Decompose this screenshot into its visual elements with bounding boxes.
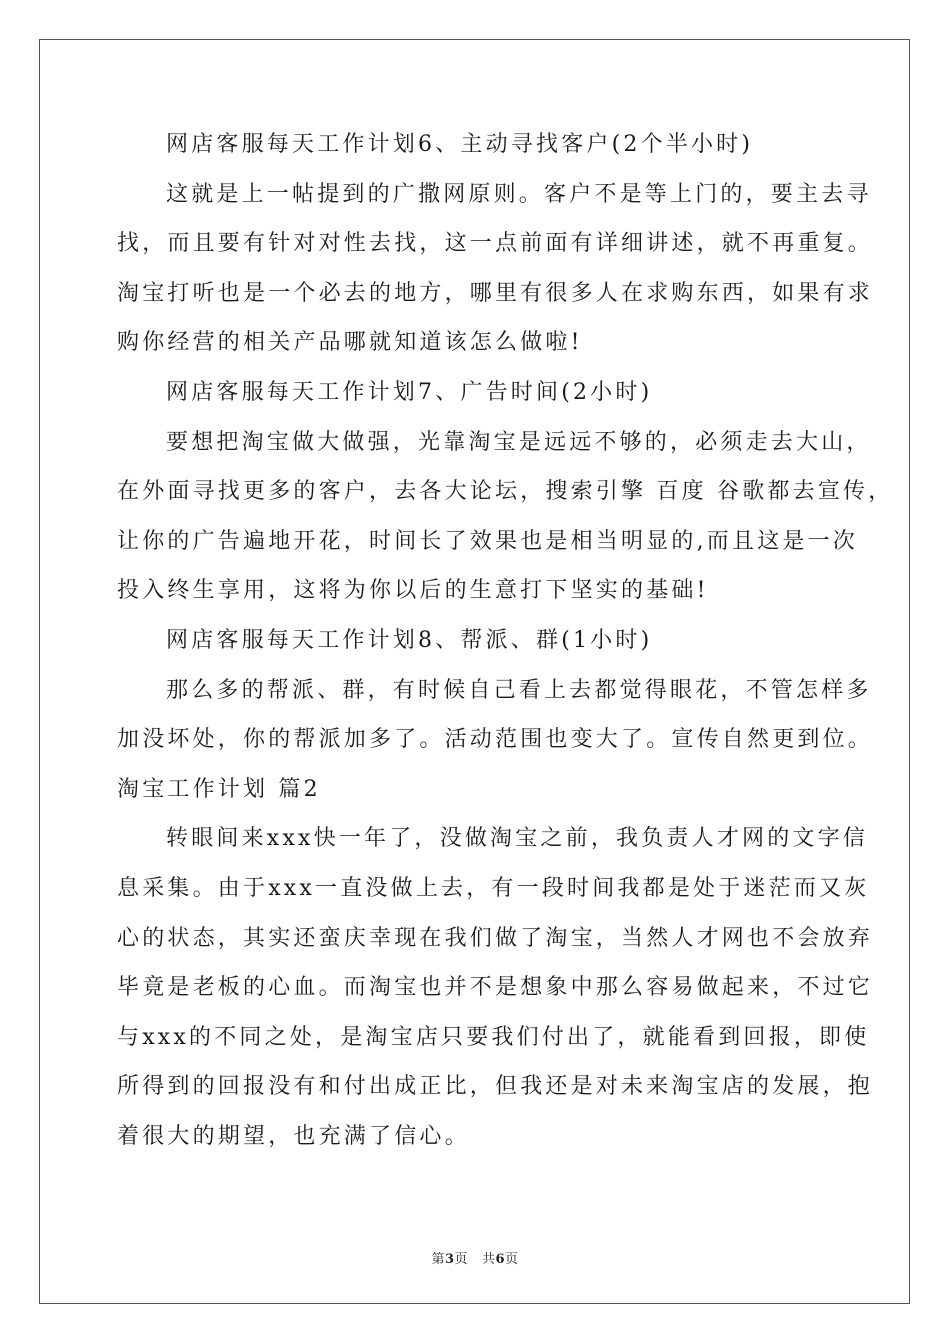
paragraph-line: 转眼间来xxx快一年了，没做淘宝之前，我负责人才网的文字信 [166,826,869,852]
paragraph-line: 要想把淘宝做大做强，光靠淘宝是远远不够的，必须走去大山， [166,429,872,455]
paragraph-line: 找，而且要有针对对性去找，这一点前面有详细讲述，就不再重复。 [117,231,874,257]
document-body [117,120,894,1161]
paragraph-line: 与xxx的不同之处，是淘宝店只要我们付出了，就能看到回报，即使 [117,1024,870,1050]
section-heading: 网店客服每天工作计划8、帮派、群(1小时) [166,627,653,653]
paragraph-line: 在外面寻找更多的客户，去各大论坛，搜索引擎 百度 谷歌都去宣传， [117,479,894,505]
page-number: 3 [444,1252,455,1267]
paragraph-line: 淘宝打听也是一个必去的地方，哪里有很多人在求购东西，如果有求 [117,280,874,306]
paragraph-line: 这就是上一帖提到的广撒网原则。客户不是等上门的，要主去寻 [166,181,872,207]
total-prefix: 共 [481,1252,496,1267]
paragraph-line: 那么多的帮派、群，有时候自己看上去都觉得眼花，不管怎样多 [166,677,872,703]
paragraph-line: 息采集。由于xxx一直没做上去，有一段时间我都是处于迷茫而又灰 [117,875,870,901]
paragraph-line: 让你的广告遍地开花，时间长了效果也是相当明显的,而且这是一次 [117,528,858,554]
paragraph-line: 着很大的期望，也充满了信心。 [117,1123,470,1149]
paragraph-line: 投入终生享用，这将为你以后的生意打下坚实的基础! [117,578,709,604]
page-prefix: 第 [431,1252,445,1267]
section-heading: 网店客服每天工作计划6、主动寻找客户(2个半小时) [166,132,754,157]
total-pages: 6 [495,1252,506,1267]
section-heading: 网店客服每天工作计划7、广告时间(2小时) [166,379,653,405]
page-suffix: 页 [454,1252,469,1267]
total-suffix: 页 [505,1252,519,1267]
paragraph-line: 加没坏处，你的帮派加多了。活动范围也变大了。宣传自然更到位。 [117,727,874,753]
paragraph-line: 所得到的回报没有和付出成正比，但我还是对未来淘宝店的发展，抱 [117,1074,874,1100]
article-title: 淘宝工作计划 篇2 [117,776,321,802]
paragraph-line: 心的状态，其实还蛮庆幸现在我们做了淘宝，当然人才网也不会放弃 [117,925,874,951]
paragraph-line: 毕竟是老板的心血。而淘宝也并不是想象中那么容易做起来，不过它 [117,975,874,1001]
page-footer [0,1248,950,1267]
paragraph-line: 购你经营的相关产品哪就知道该怎么做啦! [117,330,583,356]
